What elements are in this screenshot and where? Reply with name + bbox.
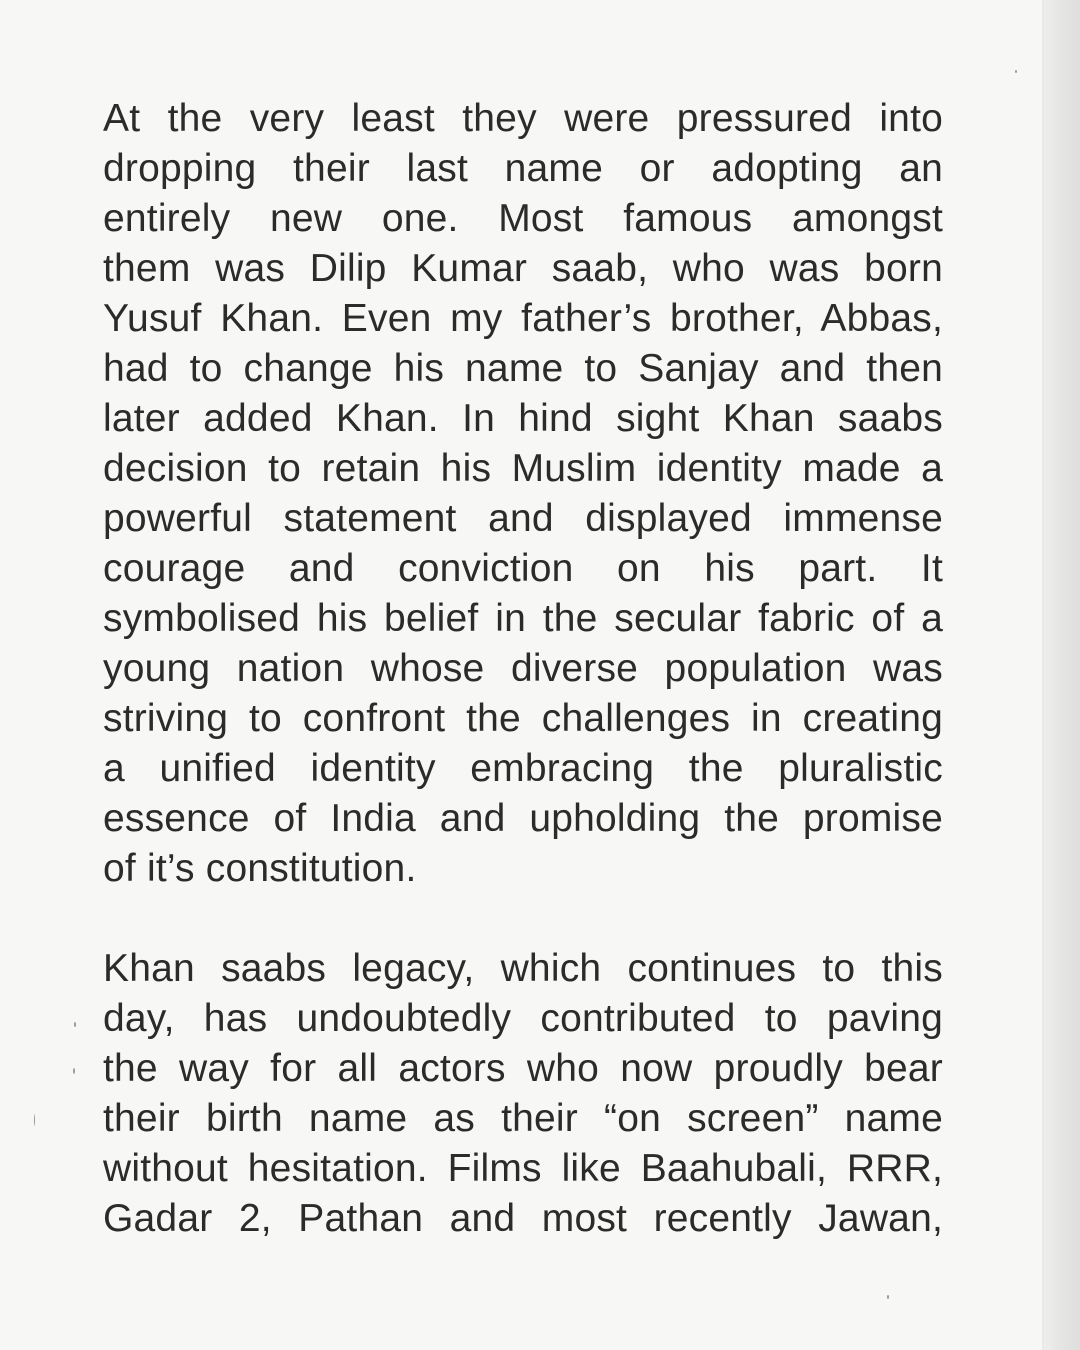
scan-speck	[74, 1022, 76, 1027]
text-line: decision to retain his Muslim identity made a	[103, 447, 943, 490]
text-line: the way for all actors who now proudly bear	[103, 1047, 943, 1090]
text-line: Yusuf Khan. Even my father’s brother, Abbas,	[103, 297, 943, 340]
paragraph-2	[103, 944, 943, 1244]
text-line: a unified identity embracing the pluralistic	[103, 747, 943, 790]
text-line: powerful statement and displayed immense	[103, 497, 943, 540]
text-line: dropping their last name or adopting an	[103, 147, 943, 190]
scan-speck	[34, 1114, 35, 1126]
text-line: entirely new one. Most famous amongst	[103, 197, 943, 240]
text-line: Gadar 2, Pathan and most recently Jawan,	[103, 1197, 943, 1240]
scan-speck	[1015, 70, 1017, 73]
text-line: without hesitation. Films like Baahubali, RRR,	[103, 1147, 943, 1190]
scan-speck	[73, 1068, 75, 1074]
text-line: symbolised his belief in the secular fabric of a	[103, 597, 943, 640]
scan-speck	[887, 1295, 889, 1299]
text-line: them was Dilip Kumar saab, who was born	[103, 247, 943, 290]
text-line: At the very least they were pressured into	[103, 97, 943, 140]
page-edge-shadow	[1044, 0, 1080, 1350]
text-line: day, has undoubtedly contributed to paving	[103, 997, 943, 1040]
text-line: essence of India and upholding the promise	[103, 797, 943, 840]
text-line: of it’s constitution.	[103, 847, 417, 890]
paragraph-1	[103, 94, 943, 894]
text-line: later added Khan. In hind sight Khan saabs	[103, 397, 943, 440]
text-line: courage and conviction on his part. It	[103, 547, 943, 590]
text-line: had to change his name to Sanjay and then	[103, 347, 943, 390]
text-line: Khan saabs legacy, which continues to this	[103, 947, 943, 990]
text-line: their birth name as their “on screen” name	[103, 1097, 943, 1140]
text-line: young nation whose diverse population was	[103, 647, 943, 690]
text-line: striving to confront the challenges in creating	[103, 697, 943, 740]
